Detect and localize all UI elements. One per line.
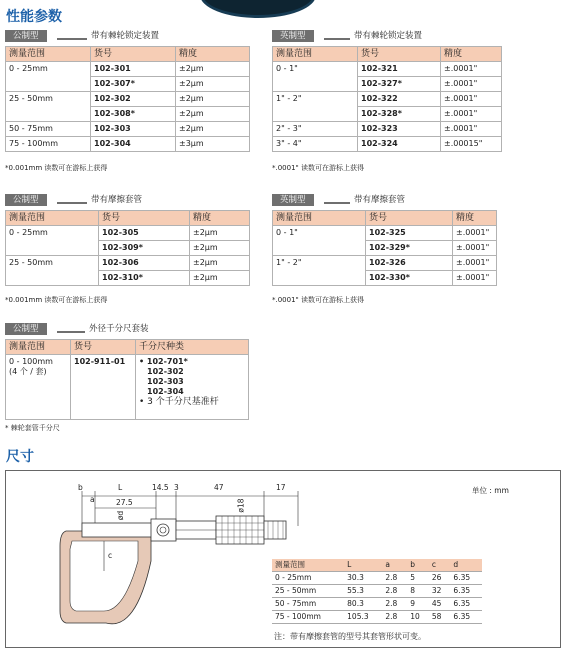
accuracy-cell: ±2μm <box>190 271 250 286</box>
table-row: 50 - 75mm 80.3 2.8 9 45 6.35 <box>272 598 482 611</box>
range-cell: 25 - 50mm <box>6 92 91 107</box>
dim-label: b <box>78 483 83 492</box>
dimension-drawing <box>5 470 561 648</box>
table-metric-friction <box>5 194 250 286</box>
code-cell: 102-911-01 <box>71 355 136 420</box>
accuracy-cell: ±.00015" <box>441 137 502 152</box>
code-cell: 102-308* <box>91 107 176 122</box>
code-cell: 102-302 <box>91 92 176 107</box>
table-inch-ratchet <box>272 30 502 152</box>
accuracy-cell: ±.0001" <box>453 226 497 241</box>
code-cell: 102-324 <box>358 137 441 152</box>
code-cell: 102-303 <box>91 122 176 137</box>
footnote: *0.001mm 读数可在游标上获得 <box>5 296 108 304</box>
code-cell: 102-330* <box>366 271 453 286</box>
kind-item: 102-302 <box>147 367 184 376</box>
col-header: 货号 <box>366 211 453 226</box>
unit-label: 单位 : mm <box>472 486 509 495</box>
range-cell: 1" - 2" <box>273 92 358 107</box>
dim-label: ø18 <box>236 498 246 513</box>
section-title-spec: 性能参数 <box>6 9 62 25</box>
code-cell: 102-322 <box>358 92 441 107</box>
accuracy-cell: ±2μm <box>176 122 250 137</box>
table-inch-friction <box>272 194 497 286</box>
dim-label: a <box>90 495 95 504</box>
accuracy-cell: ±2μm <box>190 241 250 256</box>
table-micrometer-set <box>5 323 249 420</box>
table-title: 带有摩擦套管 <box>354 195 406 205</box>
code-cell: 102-307* <box>91 77 176 92</box>
code-cell: 102-327* <box>358 77 441 92</box>
accuracy-cell: ±.0001" <box>441 62 502 77</box>
tag: 公制型 <box>5 323 47 335</box>
accuracy-cell: ±.0001" <box>441 107 502 122</box>
footnote: *0.001mm 读数可在游标上获得 <box>5 164 108 172</box>
range-cell: 0 - 1" <box>273 62 358 77</box>
col-header: 测量范围 <box>273 211 366 226</box>
table-row: 0 - 25mm 30.3 2.8 5 26 6.35 <box>272 572 482 585</box>
code-cell: 102-309* <box>99 241 190 256</box>
range-cell: 50 - 75mm <box>6 122 91 137</box>
col-header: 精度 <box>453 211 497 226</box>
col-header: b <box>407 559 429 572</box>
accuracy-cell: ±2μm <box>190 256 250 271</box>
range-cell: 0 - 1" <box>273 226 366 241</box>
table-title: 带有棘轮锁定装置 <box>354 31 423 41</box>
code-cell: 102-305 <box>99 226 190 241</box>
table-title: 带有摩擦套管 <box>91 195 143 205</box>
dim-label: c <box>108 551 113 560</box>
col-header: L <box>344 559 382 572</box>
code-cell: 102-323 <box>358 122 441 137</box>
range-cell: 75 - 100mm <box>6 137 91 152</box>
footnote: * 棘轮套管千分尺 <box>5 424 60 432</box>
dim-label: 27.5 <box>116 498 133 507</box>
range-qty: (4 个 / 套) <box>9 367 47 376</box>
kind-item: • 102-701* <box>139 357 188 366</box>
section-title-dim: 尺寸 <box>6 449 34 465</box>
kind-item: • 3 个千分尺基准杆 <box>139 397 219 407</box>
col-header: c <box>429 559 451 572</box>
range-cell: 0 - 100mm <box>9 357 53 366</box>
accuracy-cell: ±.0001" <box>441 77 502 92</box>
col-header: d <box>450 559 482 572</box>
col-header: a <box>382 559 407 572</box>
tag: 公制型 <box>5 194 47 206</box>
code-cell: 102-328* <box>358 107 441 122</box>
col-header: 精度 <box>176 47 250 62</box>
accuracy-cell: ±2μm <box>176 92 250 107</box>
col-header: 测量范围 <box>272 559 344 572</box>
code-cell: 102-329* <box>366 241 453 256</box>
accuracy-cell: ±2μm <box>176 107 250 122</box>
col-header: 测量范围 <box>273 47 358 62</box>
range-cell: 1" - 2" <box>273 256 366 271</box>
accuracy-cell: ±.0001" <box>453 241 497 256</box>
accuracy-cell: ±.0001" <box>441 122 502 137</box>
tag: 英制型 <box>272 194 314 206</box>
dim-label: 47 <box>214 483 224 492</box>
code-cell: 102-326 <box>366 256 453 271</box>
col-header: 测量范围 <box>6 47 91 62</box>
col-header: 精度 <box>441 47 502 62</box>
dim-label: L <box>118 483 123 492</box>
col-header: 千分尺种类 <box>136 340 249 355</box>
col-header: 货号 <box>358 47 441 62</box>
code-cell: 102-304 <box>91 137 176 152</box>
range-cell: 2" - 3" <box>273 122 358 137</box>
table-row: 75 - 100mm 105.3 2.8 10 58 6.35 <box>272 611 482 624</box>
dim-label: 3 <box>174 483 179 492</box>
kind-item: 102-304 <box>147 387 184 396</box>
code-cell: 102-325 <box>366 226 453 241</box>
col-header: 货号 <box>71 340 136 355</box>
accuracy-cell: ±2μm <box>190 226 250 241</box>
col-header: 货号 <box>91 47 176 62</box>
col-header: 货号 <box>99 211 190 226</box>
range-cell: 3" - 4" <box>273 137 358 152</box>
decorative-arc <box>200 0 316 18</box>
table-title: 外径千分尺套装 <box>89 324 149 334</box>
accuracy-cell: ±.0001" <box>441 92 502 107</box>
dim-label: 17 <box>276 483 286 492</box>
col-header: 测量范围 <box>6 211 99 226</box>
code-cell: 102-321 <box>358 62 441 77</box>
dim-label: ød <box>116 510 126 521</box>
table-row: 25 - 50mm 55.3 2.8 8 32 6.35 <box>272 585 482 598</box>
accuracy-cell: ±2μm <box>176 77 250 92</box>
accuracy-cell: ±.0001" <box>453 271 497 286</box>
tag: 公制型 <box>5 30 47 42</box>
code-cell: 102-310* <box>99 271 190 286</box>
col-header: 测量范围 <box>6 340 71 355</box>
drawing-footnote: 注：带有摩擦套管的型号其套管形状可变。 <box>274 632 426 641</box>
accuracy-cell: ±.0001" <box>453 256 497 271</box>
code-cell: 102-306 <box>99 256 190 271</box>
footnote: *.0001" 读数可在游标上获得 <box>272 296 364 304</box>
range-cell: 0 - 25mm <box>6 226 99 241</box>
accuracy-cell: ±3μm <box>176 137 250 152</box>
dimension-table <box>272 559 482 624</box>
table-title: 带有棘轮锁定装置 <box>91 31 160 41</box>
code-cell: 102-301 <box>91 62 176 77</box>
tag: 英制型 <box>272 30 314 42</box>
accuracy-cell: ±2μm <box>176 62 250 77</box>
dim-label: 14.5 <box>152 483 169 492</box>
table-metric-ratchet <box>5 30 250 152</box>
footnote: *.0001" 读数可在游标上获得 <box>272 164 364 172</box>
col-header: 精度 <box>190 211 250 226</box>
kind-item: 102-303 <box>147 377 184 386</box>
range-cell: 25 - 50mm <box>6 256 99 271</box>
range-cell: 0 - 25mm <box>6 62 91 77</box>
